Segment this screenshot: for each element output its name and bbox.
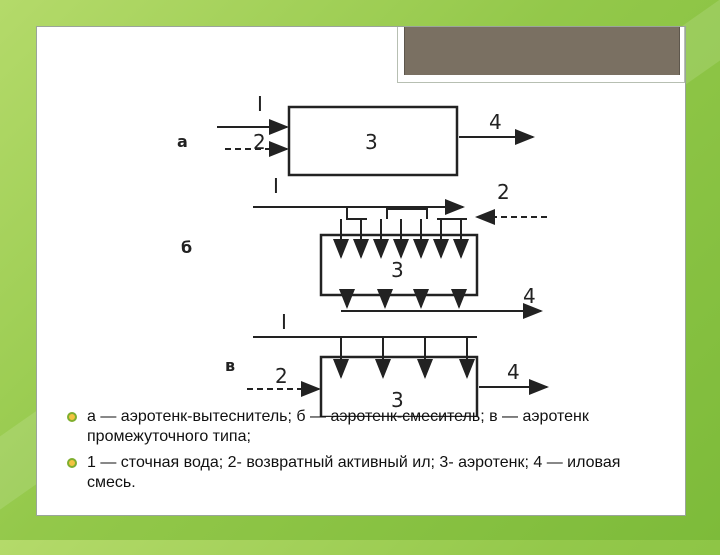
label-b: б [181, 238, 193, 257]
label-v-3: 3 [391, 388, 404, 412]
bullet-icon [67, 412, 77, 422]
label-b-3: 3 [391, 258, 404, 282]
label-a-2: 2 [253, 130, 266, 154]
bullet-icon [67, 458, 77, 468]
label-b-4: 4 [523, 284, 536, 308]
label-b-2: 2 [497, 180, 510, 204]
distributor-b [347, 207, 467, 219]
label-a-1: I [257, 92, 263, 116]
caption-item-schemes [63, 407, 673, 447]
outlet-arrows-b [347, 295, 459, 307]
slide-panel [36, 26, 686, 516]
caption-text: а — аэротенк-вытеснитель; б — аэротенк-смеситель; в — аэротенк промежуточного типа; [87, 408, 589, 445]
label-v-4: 4 [507, 360, 520, 384]
label-v-1: I [281, 310, 287, 334]
label-a-4: 4 [489, 110, 502, 134]
aerotank-diagram [177, 67, 557, 417]
label-a: а [177, 132, 188, 151]
label-b-1: I [273, 174, 279, 198]
label-v-2: 2 [275, 364, 288, 388]
label-a-3: 3 [365, 130, 378, 154]
caption-item-legend [63, 453, 673, 493]
caption-list [63, 407, 673, 499]
feed-arrows-b [341, 219, 461, 257]
caption-text: 1 — сточная вода; 2- возвратный активный ил; 3- аэротенк; 4 — иловая смесь. [87, 454, 621, 491]
label-v: в [225, 356, 236, 375]
